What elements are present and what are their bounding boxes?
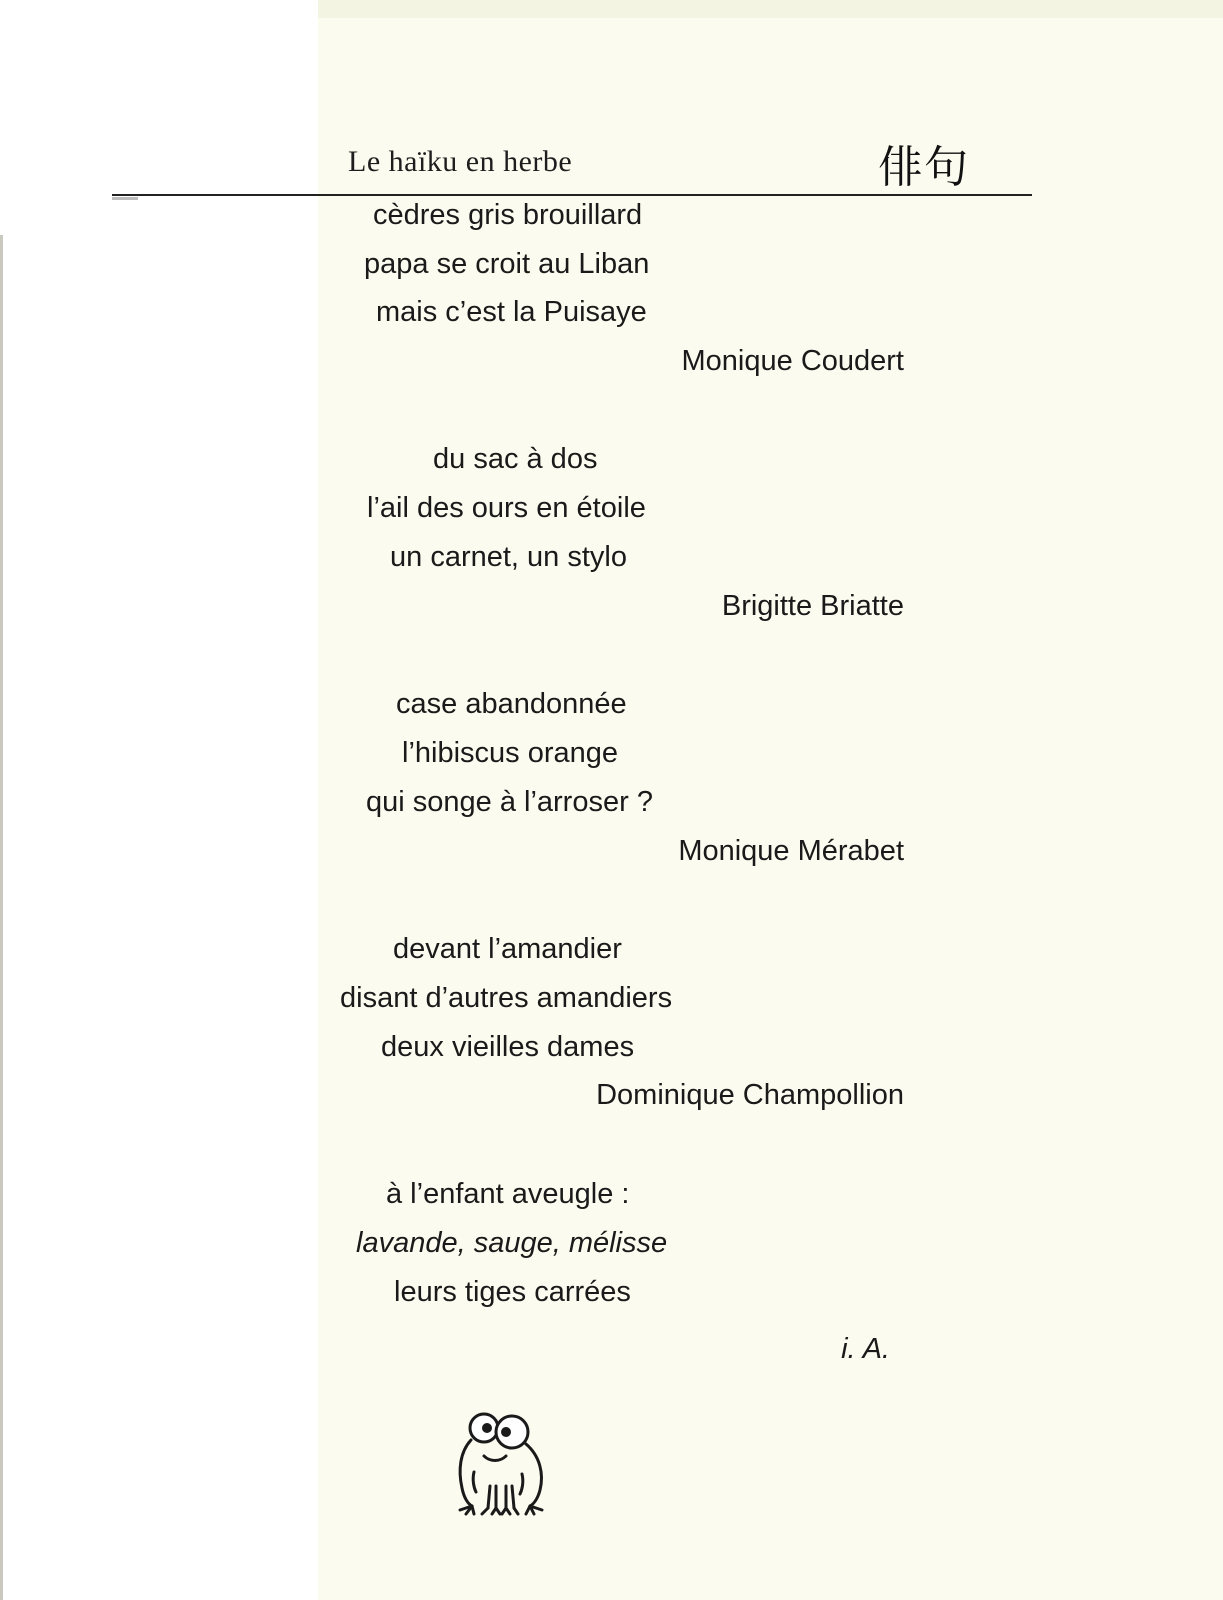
poem-4-line-2: disant d’autres amandiers [340,982,673,1014]
kanji-title: 俳句 [878,142,970,193]
facing-page-top-edge [318,0,1223,18]
poem-3-line-3: qui songe à l’arroser ? [366,786,653,818]
poem-2-author: Brigitte Briatte [721,590,904,622]
running-title: Le haïku en herbe [348,145,573,178]
poem-3-author: Monique Mérabet [678,835,904,867]
left-page-edge [0,235,3,1600]
poem-1-line-3: mais c’est la Puisaye [376,296,647,328]
poem-2-line-3: un carnet, un stylo [390,541,627,573]
poem-3-line-1: case abandonnée [396,688,627,720]
poem-2-line-2: l’ail des ours en étoile [367,492,646,524]
poem-5-author: i. A. [841,1333,890,1365]
poem-1-line-2: papa se croit au Liban [364,248,650,280]
header-rule-shadow [112,197,138,200]
poem-1-author: Monique Coudert [681,345,904,377]
poem-1-line-1: cèdres gris brouillard [373,199,643,231]
poem-2-line-1: du sac à dos [433,443,598,475]
poem-4-line-3: deux vieilles dames [381,1031,635,1063]
frog-icon [454,1410,564,1516]
poem-5-line-2: lavande, sauge, mélisse [356,1227,668,1259]
poem-4-line-1: devant l’amandier [393,933,622,965]
poem-5-line-1: à l’enfant aveugle : [386,1178,630,1210]
poem-4-author: Dominique Champollion [596,1079,904,1111]
poem-3-line-2: l’hibiscus orange [402,737,619,769]
header-rule [112,194,1032,196]
poem-5-line-3: leurs tiges carrées [394,1276,631,1308]
